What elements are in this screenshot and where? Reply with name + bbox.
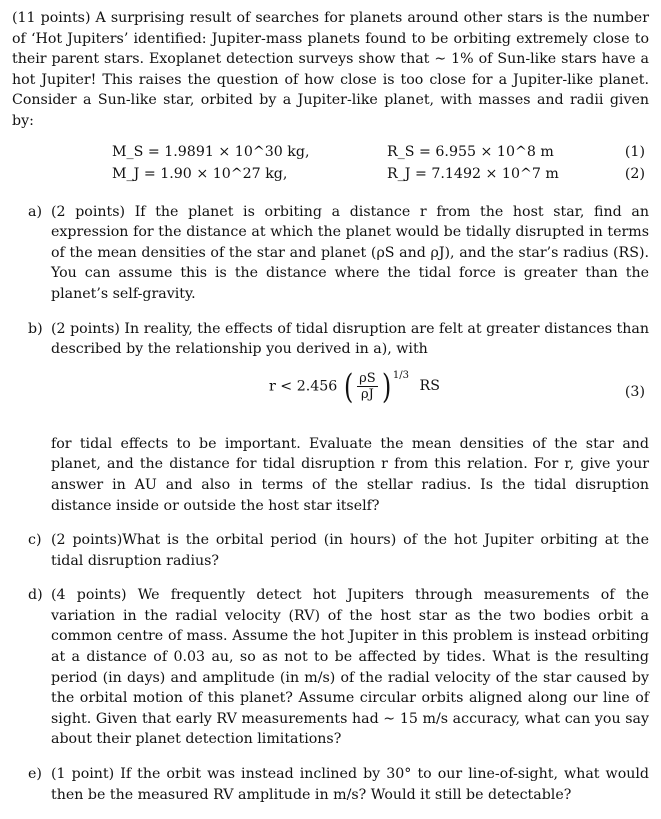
question-parts-list xyxy=(12,202,649,806)
equation-lhs: r < 2.456 xyxy=(269,378,338,395)
question-part-a xyxy=(12,202,649,305)
question-part-e xyxy=(12,764,649,805)
tidal-disruption-equation xyxy=(51,364,649,428)
part-b-text-after: for tidal effects to be important. Evaluate the mean densities of the star and planet, and the distance for tidal disruption r from this relation. For r, give your answer in AU and also in terms of the stellar radius. Is the tidal disruption distance inside or outside the host star itself? xyxy=(51,435,649,514)
question-part-c xyxy=(12,530,649,571)
part-label-e: e) xyxy=(28,766,42,783)
right-paren-glyph: ) xyxy=(381,366,391,407)
equation-number-3: (3) xyxy=(624,383,645,400)
star-radius-equation: R_S = 6.955 × 10^8 m xyxy=(387,143,554,160)
part-e-text: (1 point) If the orbit was instead inclined by 30° to our line-of-sight, what would then be the measured RV amplitude in m/s? Would it still be detectable? xyxy=(51,766,649,803)
cube-root-exponent: 1/3 xyxy=(392,369,410,381)
part-a-text: (2 points) If the planet is orbiting a distance r from the host star, find an expression for the distance at which the planet would be tidally disrupted in terms of the mean densities of the star and planet (ρS and ρJ), and the star’s radius (RS). You can assume this is the distance where the tidal force is greater than the planet’s self-gravity. xyxy=(51,203,649,302)
left-paren-glyph: ( xyxy=(343,366,354,407)
equation-rhs: RS xyxy=(419,378,440,395)
problem-intro: (11 points) A surprising result of searches for planets around other stars is the number of ‘Hot Jupiters’ identified: Jupiter-mass planets found to be orbiting extremely close to their parent stars. Exoplanet detection surveys show that ∼ 1% of Sun-like stars have a hot Jupiter! This raises the question of how close is too close for a Jupiter-like planet. Consider a Sun-like star, orbited by a Jupiter-like planet, with masses and radii given by: xyxy=(12,10,649,129)
problem-page xyxy=(12,8,649,819)
equation-expression xyxy=(269,366,440,424)
fraction-denominator: ρJ xyxy=(360,387,374,403)
question-part-d xyxy=(12,585,649,750)
part-label-d: d) xyxy=(28,587,43,604)
equation-number-2: (2) xyxy=(624,165,645,182)
fraction-numerator: ρS xyxy=(359,371,376,387)
density-ratio-fraction xyxy=(357,371,378,402)
part-label-a: a) xyxy=(28,203,42,220)
equation-number-1: (1) xyxy=(624,143,645,160)
part-label-c: c) xyxy=(28,532,42,549)
part-d-text: (4 points) We frequently detect hot Jupiters through measurements of the variation in the radial velocity (RV) of the host star as the two bodies orbit a common centre of mass. Assume the hot Jupiter in this problem is instead orbiting at a distance of 0.03 au, so as not to be affected by tides. What is the resulting period (in days) and amplitude (in m/s) of the radial velocity of the star caused by the orbital motion of this planet? Assume circular orbits aligned along our line of sight. Given that early RV measurements had ∼ 15 m/s accuracy, what can you say about their planet detection limitations? xyxy=(51,587,649,748)
star-mass-equation: M_S = 1.9891 × 10^30 kg, xyxy=(112,143,310,160)
planet-radius-equation: R_J = 7.1492 × 10^7 m xyxy=(387,165,559,182)
planet-mass-equation: M_J = 1.90 × 10^27 kg, xyxy=(112,165,288,182)
equation-row-1 xyxy=(12,142,649,164)
equation-row-2 xyxy=(12,164,649,186)
part-c-text: (2 points)What is the orbital period (in hours) of the hot Jupiter orbiting at the tidal disruption radius? xyxy=(51,532,649,569)
given-values-equations xyxy=(12,142,649,186)
part-b-text-before: (2 points) In reality, the effects of tidal disruption are felt at greater distances than described by the relationship you derived in a), with xyxy=(51,320,649,358)
part-label-b: b) xyxy=(28,320,43,337)
question-part-b xyxy=(12,319,649,517)
